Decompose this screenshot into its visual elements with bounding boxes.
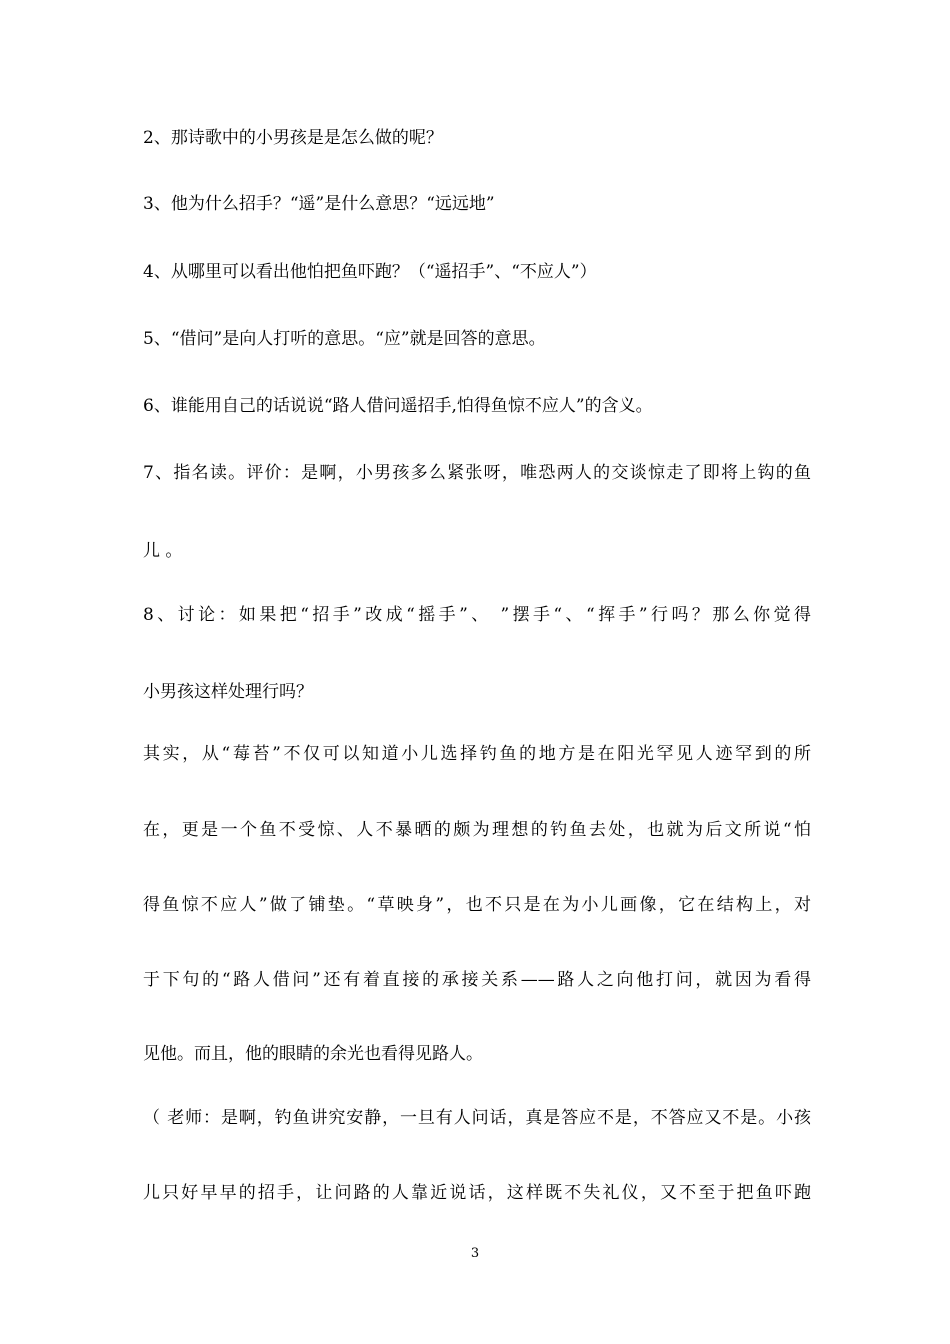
text-line-paragraph-1: 其实，从“莓苔”不仅可以知道小儿选择钓鱼的地方是在阳光罕见人迹罕到的所	[143, 744, 811, 764]
text-line-question-6: 6、谁能用自己的话说说“路人借问遥招手,怕得鱼惊不应人”的含义。	[143, 396, 653, 416]
page-number: 3	[470, 1246, 480, 1261]
text-line-paragraph-4: 于下句的“路人借问”还有着直接的承接关系——路人之向他打问，就因为看得	[143, 970, 811, 990]
text-line-teacher-note: （ 老师：是啊，钓鱼讲究安静，一旦有人问话，真是答应不是，不答应又不是。小孩	[143, 1108, 811, 1128]
text-line-question-8: 8、讨论：如果把“招手”改成“摇手”、 ”摆手“、“挥手”行吗？那么你觉得	[143, 605, 811, 625]
text-line-question-4: 4、从哪里可以看出他怕把鱼吓跑？（“遥招手”、“不应人”）	[143, 262, 597, 282]
text-line-question-2: 2、那诗歌中的小男孩是是怎么做的呢？	[143, 128, 443, 148]
text-line-paragraph-5: 见他。而且，他的眼睛的余光也看得见路人。	[143, 1044, 483, 1064]
text-line-question-3: 3、他为什么招手？“遥”是什么意思？“远远地”	[143, 194, 495, 214]
text-line-paragraph-3: 得鱼惊不应人”做了铺垫。“草映身”，也不只是在为小儿画像，它在结构上，对	[143, 895, 811, 915]
text-line-teacher-note-cont: 儿只好早早的招手，让问路的人靠近说话，这样既不失礼仪，又不至于把鱼吓跑	[143, 1183, 811, 1203]
text-line-question-5: 5、“借问”是向人打听的意思。“应”就是回答的意思。	[143, 329, 546, 349]
text-line-question-7: 7、指名读。评价：是啊，小男孩多么紧张呀，唯恐两人的交谈惊走了即将上钩的鱼	[143, 463, 811, 483]
text-line-question-8-cont: 小男孩这样处理行吗？	[143, 682, 313, 702]
text-line-paragraph-2: 在，更是一个鱼不受惊、人不暴晒的颇为理想的钓鱼去处，也就为后文所说“怕	[143, 820, 811, 840]
text-line-question-7-cont: 儿 。	[143, 541, 183, 561]
